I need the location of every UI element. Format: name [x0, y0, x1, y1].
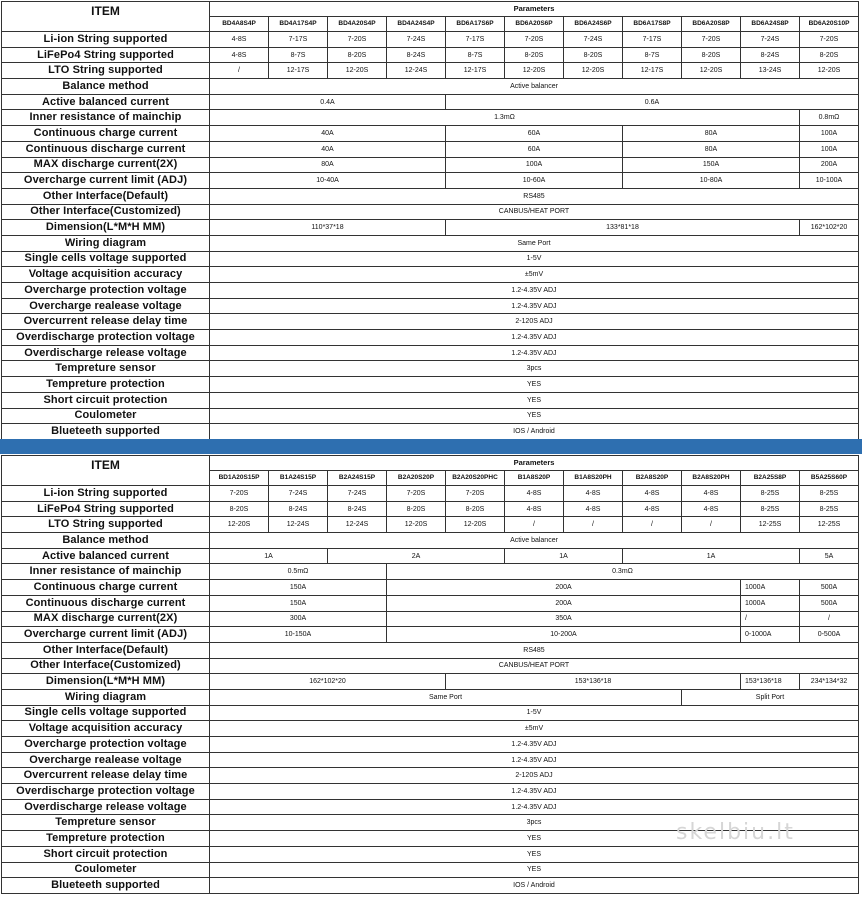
row-label: Single cells voltage supported — [2, 251, 210, 267]
value-cell: 4-8S — [505, 501, 564, 517]
value-cell: 7-20S — [682, 32, 741, 48]
model-name: B5A25S60P — [800, 471, 859, 486]
value-cell: 200A — [800, 157, 859, 173]
row-label: LiFePo4 String supported — [2, 47, 210, 63]
table-row — [2, 768, 859, 784]
table-row — [2, 564, 859, 580]
table-row — [2, 658, 859, 674]
value-cell: 150A — [623, 157, 800, 173]
model-name: BD6A24S8P — [741, 17, 800, 32]
value-cell: 1-5V — [210, 705, 859, 721]
value-cell: YES — [210, 862, 859, 878]
value-cell: 8-25S — [800, 501, 859, 517]
row-label: Overcurrent release delay time — [2, 768, 210, 784]
model-name: B2A20S20PHC — [446, 471, 505, 486]
table-row — [2, 642, 859, 658]
value-cell: 1-5V — [210, 251, 859, 267]
table-row — [2, 188, 859, 204]
value-cell: 162*102*20 — [210, 674, 446, 690]
row-label: Continuous charge current — [2, 126, 210, 142]
value-cell: 2-120S ADJ — [210, 768, 859, 784]
value-cell: 8-7S — [269, 47, 328, 63]
value-cell: 12-17S — [269, 63, 328, 79]
value-cell: 4-8S — [564, 486, 623, 502]
value-cell: 0.8mΩ — [800, 110, 859, 126]
value-cell: / — [564, 517, 623, 533]
table-row — [2, 126, 859, 142]
value-cell: 8-7S — [446, 47, 505, 63]
row-label: LiFePo4 String supported — [2, 501, 210, 517]
model-name: B1A24S15P — [269, 471, 328, 486]
table-row — [2, 674, 859, 690]
value-cell: 4-8S — [505, 486, 564, 502]
row-label: Other Interface(Default) — [2, 188, 210, 204]
model-name: B1A8S20P — [505, 471, 564, 486]
value-cell: 500A — [800, 580, 859, 596]
value-cell: 350A — [387, 611, 741, 627]
section-divider — [0, 439, 862, 454]
value-cell: 4-8S — [623, 486, 682, 502]
table-row — [2, 517, 859, 533]
row-label: Tempreture protection — [2, 831, 210, 847]
value-cell: 5A — [800, 548, 859, 564]
value-cell: 12-20S — [564, 63, 623, 79]
row-label: Short circuit protection — [2, 392, 210, 408]
value-cell: 60A — [446, 126, 623, 142]
value-cell: 162*102*20 — [800, 220, 859, 236]
value-cell: 0-500A — [800, 627, 859, 643]
table-row — [2, 595, 859, 611]
table-row — [2, 705, 859, 721]
value-cell: / — [505, 517, 564, 533]
value-cell: YES — [210, 846, 859, 862]
value-cell: 100A — [446, 157, 623, 173]
row-label: Overcharge current limit (ADJ) — [2, 173, 210, 189]
table-row — [2, 392, 859, 408]
value-cell: 12-17S — [446, 63, 505, 79]
value-cell: 1.2-4.35V ADJ — [210, 752, 859, 768]
value-cell: 7-24S — [741, 32, 800, 48]
value-cell: 80A — [623, 141, 800, 157]
model-name: B2A25S8P — [741, 471, 800, 486]
table-row — [2, 314, 859, 330]
value-cell: 0-1000A — [741, 627, 800, 643]
value-cell: 13-24S — [741, 63, 800, 79]
model-name: BD1A20S15P — [210, 471, 269, 486]
value-cell: 1.2-4.35V ADJ — [210, 799, 859, 815]
value-cell: 200A — [387, 595, 741, 611]
value-cell: 8-20S — [328, 47, 387, 63]
value-cell: 153*136*18 — [741, 674, 800, 690]
row-label: Tempreture protection — [2, 377, 210, 393]
model-name: BD6A24S6P — [564, 17, 623, 32]
value-cell: 10-100A — [800, 173, 859, 189]
value-cell: 2A — [328, 548, 505, 564]
value-cell: 10-200A — [387, 627, 741, 643]
row-label: Blueteeth supported — [2, 878, 210, 894]
value-cell: 12-25S — [741, 517, 800, 533]
value-cell: RS485 — [210, 188, 859, 204]
table-row — [2, 784, 859, 800]
row-label: LTO String supported — [2, 517, 210, 533]
model-name: BD4A24S4P — [387, 17, 446, 32]
value-cell: 110*37*18 — [210, 220, 446, 236]
model-name: BD6A20S8P — [682, 17, 741, 32]
value-cell: 8-20S — [682, 47, 741, 63]
value-cell: / — [210, 63, 269, 79]
value-cell: 4-8S — [210, 47, 269, 63]
row-label: Tempreture sensor — [2, 815, 210, 831]
value-cell: 8-24S — [387, 47, 446, 63]
row-label: Li-ion String supported — [2, 486, 210, 502]
row-label: Coulometer — [2, 408, 210, 424]
value-cell: 12-20S — [800, 63, 859, 79]
value-cell: RS485 — [210, 642, 859, 658]
value-cell: ±5mV — [210, 267, 859, 283]
value-cell: 8-20S — [505, 47, 564, 63]
value-cell: / — [741, 611, 800, 627]
row-label: MAX discharge current(2X) — [2, 157, 210, 173]
row-label: Active balanced current — [2, 548, 210, 564]
model-name: BD6A20S6P — [505, 17, 564, 32]
value-cell: IOS / Android — [210, 424, 859, 440]
value-cell: 12-25S — [800, 517, 859, 533]
table-row — [2, 110, 859, 126]
value-cell: 7-20S — [800, 32, 859, 48]
value-cell: 7-20S — [210, 486, 269, 502]
value-cell: 3pcs — [210, 815, 859, 831]
value-cell: YES — [210, 392, 859, 408]
table-row — [2, 47, 859, 63]
value-cell: 12-17S — [623, 63, 682, 79]
table-row — [2, 283, 859, 299]
value-cell: 8-24S — [328, 501, 387, 517]
row-label: Inner resistance of mainchip — [2, 564, 210, 580]
value-cell: 1.2-4.35V ADJ — [210, 737, 859, 753]
model-name: B2A20S20P — [387, 471, 446, 486]
table-row — [2, 799, 859, 815]
value-cell: / — [800, 611, 859, 627]
value-cell: 80A — [210, 157, 446, 173]
table-row — [2, 79, 859, 95]
value-cell: YES — [210, 377, 859, 393]
value-cell: 8-7S — [623, 47, 682, 63]
value-cell: 100A — [800, 126, 859, 142]
value-cell: 12-20S — [446, 517, 505, 533]
row-label: Dimension(L*M*H MM) — [2, 674, 210, 690]
row-label: Active balanced current — [2, 94, 210, 110]
value-cell: 1.2-4.35V ADJ — [210, 330, 859, 346]
parameters-header: Parameters — [210, 456, 859, 471]
table-row — [2, 580, 859, 596]
value-cell: 7-20S — [505, 32, 564, 48]
table-row — [2, 32, 859, 48]
row-label: Wiring diagram — [2, 235, 210, 251]
row-label: Overcharge realease voltage — [2, 752, 210, 768]
table-row — [2, 533, 859, 549]
row-label: Balance method — [2, 533, 210, 549]
value-cell: 40A — [210, 126, 446, 142]
value-cell: 1A — [505, 548, 623, 564]
value-cell: 3pcs — [210, 361, 859, 377]
value-cell: 60A — [446, 141, 623, 157]
table-row — [2, 345, 859, 361]
row-label: Overcharge current limit (ADJ) — [2, 627, 210, 643]
row-label: Blueteeth supported — [2, 424, 210, 440]
value-cell: 7-17S — [446, 32, 505, 48]
table-row — [2, 377, 859, 393]
table-row — [2, 141, 859, 157]
value-cell: 150A — [210, 595, 387, 611]
value-cell: CANBUS/HEAT PORT — [210, 204, 859, 220]
value-cell: 200A — [387, 580, 741, 596]
table-row — [2, 251, 859, 267]
value-cell: 10-150A — [210, 627, 387, 643]
model-name: BD4A17S4P — [269, 17, 328, 32]
model-name: BD6A20S10P — [800, 17, 859, 32]
row-label: Tempreture sensor — [2, 361, 210, 377]
value-cell: 8-25S — [741, 486, 800, 502]
table-row — [2, 752, 859, 768]
value-cell: 133*81*18 — [446, 220, 800, 236]
value-cell: 80A — [623, 126, 800, 142]
row-label: Voltage acquisition accuracy — [2, 267, 210, 283]
value-cell: 12-20S — [387, 517, 446, 533]
item-header: ITEM — [2, 456, 210, 486]
row-label: Other Interface(Customized) — [2, 658, 210, 674]
row-label: Overdischarge protection voltage — [2, 330, 210, 346]
value-cell: 7-24S — [387, 32, 446, 48]
value-cell: CANBUS/HEAT PORT — [210, 658, 859, 674]
value-cell: 1.2-4.35V ADJ — [210, 298, 859, 314]
table-row — [2, 846, 859, 862]
value-cell: 7-24S — [564, 32, 623, 48]
row-label: Short circuit protection — [2, 846, 210, 862]
parameters-header: Parameters — [210, 2, 859, 17]
row-label: Li-ion String supported — [2, 32, 210, 48]
spec-table-1 — [1, 1, 859, 440]
value-cell: 8-24S — [269, 501, 328, 517]
row-label: Single cells voltage supported — [2, 705, 210, 721]
row-label: Balance method — [2, 79, 210, 95]
value-cell: ±5mV — [210, 721, 859, 737]
value-cell: YES — [210, 831, 859, 847]
table-row — [2, 721, 859, 737]
row-label: Continuous discharge current — [2, 141, 210, 157]
watermark-logo: skelbiu.lt — [676, 820, 795, 845]
value-cell: 7-20S — [328, 32, 387, 48]
value-cell: 1A — [623, 548, 800, 564]
table-row — [2, 737, 859, 753]
row-label: Overdischarge release voltage — [2, 799, 210, 815]
table-row — [2, 424, 859, 440]
row-label: Overcurrent release delay time — [2, 314, 210, 330]
value-cell: 4-8S — [682, 486, 741, 502]
value-cell: 8-20S — [387, 501, 446, 517]
table-row — [2, 204, 859, 220]
row-label: LTO String supported — [2, 63, 210, 79]
value-cell: 10-80A — [623, 173, 800, 189]
value-cell: / — [623, 517, 682, 533]
value-cell: 1.2-4.35V ADJ — [210, 345, 859, 361]
value-cell: YES — [210, 408, 859, 424]
value-cell: 40A — [210, 141, 446, 157]
table-row — [2, 486, 859, 502]
row-label: Coulometer — [2, 862, 210, 878]
value-cell: 4-8S — [623, 501, 682, 517]
value-cell: 8-25S — [800, 486, 859, 502]
table-row — [2, 235, 859, 251]
value-cell: 7-17S — [623, 32, 682, 48]
value-cell: Same Port — [210, 689, 682, 705]
model-name: BD6A17S6P — [446, 17, 505, 32]
value-cell: 4-8S — [682, 501, 741, 517]
value-cell: 4-8S — [210, 32, 269, 48]
table-row — [2, 63, 859, 79]
value-cell: 8-20S — [564, 47, 623, 63]
row-label: Other Interface(Customized) — [2, 204, 210, 220]
table-row — [2, 267, 859, 283]
value-cell: 1A — [210, 548, 328, 564]
model-name: BD6A17S8P — [623, 17, 682, 32]
value-cell: IOS / Android — [210, 878, 859, 894]
value-cell: 1000A — [741, 595, 800, 611]
value-cell: 7-24S — [269, 486, 328, 502]
model-name: B2A8S20PH — [682, 471, 741, 486]
value-cell: 8-24S — [741, 47, 800, 63]
value-cell: 12-20S — [210, 517, 269, 533]
value-cell: 10-40A — [210, 173, 446, 189]
value-cell: 300A — [210, 611, 387, 627]
value-cell: / — [682, 517, 741, 533]
value-cell: 10-60A — [446, 173, 623, 189]
value-cell: 8-20S — [800, 47, 859, 63]
table-row — [2, 611, 859, 627]
value-cell: 100A — [800, 141, 859, 157]
value-cell: 1.2-4.35V ADJ — [210, 784, 859, 800]
table-row — [2, 173, 859, 189]
model-name: BD4A20S4P — [328, 17, 387, 32]
row-label: Other Interface(Default) — [2, 642, 210, 658]
item-header: ITEM — [2, 2, 210, 32]
value-cell: 12-24S — [269, 517, 328, 533]
row-label: Overdischarge release voltage — [2, 345, 210, 361]
model-name: B1A8S20PH — [564, 471, 623, 486]
row-label: Overcharge protection voltage — [2, 737, 210, 753]
value-cell: 1.2-4.35V ADJ — [210, 283, 859, 299]
model-name: B2A24S15P — [328, 471, 387, 486]
value-cell: 8-20S — [446, 501, 505, 517]
value-cell: 7-17S — [269, 32, 328, 48]
value-cell: Active balancer — [210, 79, 859, 95]
value-cell: 12-20S — [682, 63, 741, 79]
row-label: Wiring diagram — [2, 689, 210, 705]
value-cell: 0.3mΩ — [387, 564, 859, 580]
value-cell: Active balancer — [210, 533, 859, 549]
row-label: Voltage acquisition accuracy — [2, 721, 210, 737]
row-label: MAX discharge current(2X) — [2, 611, 210, 627]
table-row — [2, 220, 859, 236]
value-cell: 12-20S — [328, 63, 387, 79]
row-label: Continuous charge current — [2, 580, 210, 596]
table-row — [2, 878, 859, 894]
table-row — [2, 408, 859, 424]
value-cell: 2-120S ADJ — [210, 314, 859, 330]
row-label: Overdischarge protection voltage — [2, 784, 210, 800]
table-row — [2, 548, 859, 564]
value-cell: 7-20S — [387, 486, 446, 502]
value-cell: 0.5mΩ — [210, 564, 387, 580]
value-cell: 0.4A — [210, 94, 446, 110]
table-row — [2, 94, 859, 110]
value-cell: 4-8S — [564, 501, 623, 517]
value-cell: 1000A — [741, 580, 800, 596]
model-name: BD4A8S4P — [210, 17, 269, 32]
value-cell: Same Port — [210, 235, 859, 251]
value-cell: 8-20S — [210, 501, 269, 517]
table-row — [2, 627, 859, 643]
value-cell: 7-24S — [328, 486, 387, 502]
table-row — [2, 862, 859, 878]
row-label: Overcharge protection voltage — [2, 283, 210, 299]
row-label: Overcharge realease voltage — [2, 298, 210, 314]
value-cell: 8-25S — [741, 501, 800, 517]
value-cell: 153*136*18 — [446, 674, 741, 690]
table-row — [2, 361, 859, 377]
value-cell: 12-20S — [505, 63, 564, 79]
value-cell: Split Port — [682, 689, 859, 705]
value-cell: 12-24S — [387, 63, 446, 79]
value-cell: 150A — [210, 580, 387, 596]
row-label: Continuous discharge current — [2, 595, 210, 611]
row-label: Dimension(L*M*H MM) — [2, 220, 210, 236]
value-cell: 0.6A — [446, 94, 859, 110]
value-cell: 7-20S — [446, 486, 505, 502]
table-row — [2, 298, 859, 314]
table-row — [2, 157, 859, 173]
value-cell: 234*134*32 — [800, 674, 859, 690]
table-row — [2, 330, 859, 346]
row-label: Inner resistance of mainchip — [2, 110, 210, 126]
table-row — [2, 689, 859, 705]
model-name: B2A8S20P — [623, 471, 682, 486]
value-cell: 1.3mΩ — [210, 110, 800, 126]
value-cell: 500A — [800, 595, 859, 611]
table-row — [2, 501, 859, 517]
value-cell: 12-24S — [328, 517, 387, 533]
